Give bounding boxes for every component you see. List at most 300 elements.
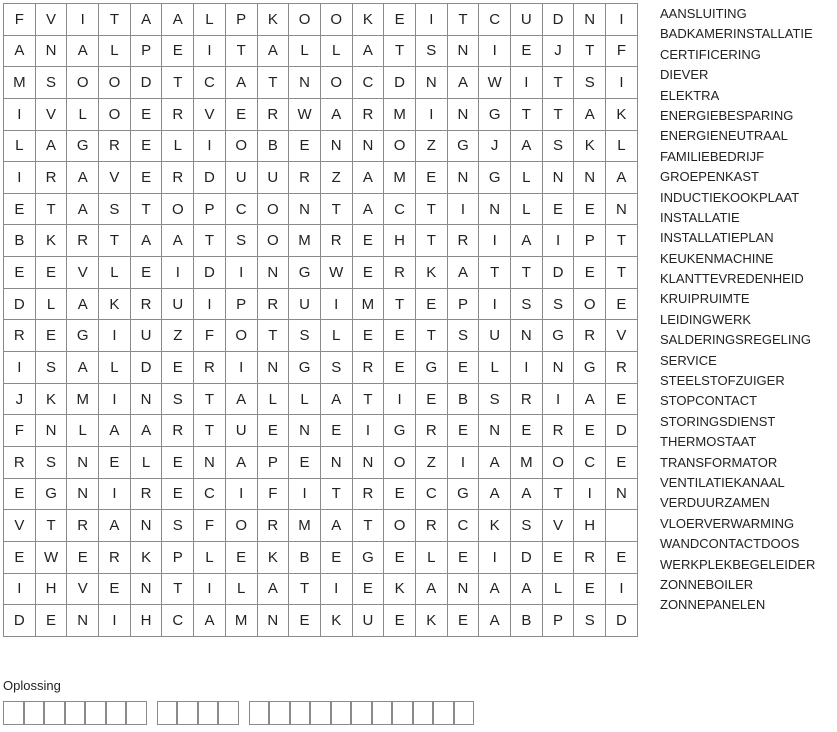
grid-cell[interactable]: E <box>448 352 480 384</box>
grid-cell[interactable]: V <box>194 99 226 131</box>
grid-cell[interactable]: I <box>416 99 448 131</box>
grid-cell[interactable]: M <box>226 605 258 637</box>
grid-cell[interactable]: N <box>479 415 511 447</box>
grid-cell[interactable]: F <box>4 415 36 447</box>
grid-cell[interactable]: T <box>162 67 194 99</box>
grid-cell[interactable]: K <box>36 225 68 257</box>
grid-cell[interactable]: S <box>574 605 606 637</box>
grid-cell[interactable]: R <box>289 162 321 194</box>
solution-letter-box[interactable] <box>218 701 239 725</box>
grid-cell[interactable]: E <box>448 542 480 574</box>
grid-cell[interactable]: E <box>543 194 575 226</box>
grid-cell[interactable]: Z <box>321 162 353 194</box>
grid-cell[interactable]: E <box>162 36 194 68</box>
grid-cell[interactable]: E <box>226 99 258 131</box>
grid-cell[interactable]: A <box>131 415 163 447</box>
grid-cell[interactable]: I <box>479 36 511 68</box>
grid-cell[interactable]: O <box>289 4 321 36</box>
grid-cell[interactable]: R <box>194 352 226 384</box>
solution-letter-box[interactable] <box>198 701 219 725</box>
grid-cell[interactable]: R <box>574 320 606 352</box>
grid-cell[interactable]: B <box>289 542 321 574</box>
grid-cell[interactable]: S <box>162 510 194 542</box>
grid-cell[interactable]: K <box>416 257 448 289</box>
grid-cell[interactable]: K <box>131 542 163 574</box>
grid-cell[interactable]: E <box>289 605 321 637</box>
grid-cell[interactable]: J <box>4 384 36 416</box>
grid-cell[interactable]: D <box>606 415 638 447</box>
grid-cell[interactable]: E <box>353 257 385 289</box>
grid-cell[interactable]: A <box>321 99 353 131</box>
grid-cell[interactable]: G <box>479 162 511 194</box>
grid-cell[interactable]: N <box>67 605 99 637</box>
grid-cell[interactable]: N <box>574 4 606 36</box>
grid-cell[interactable]: H <box>36 574 68 606</box>
grid-cell[interactable]: M <box>353 289 385 321</box>
grid-cell[interactable]: L <box>67 415 99 447</box>
solution-letter-box[interactable] <box>351 701 372 725</box>
grid-cell[interactable]: P <box>226 289 258 321</box>
grid-cell[interactable]: T <box>226 36 258 68</box>
grid-cell[interactable]: N <box>511 320 543 352</box>
grid-cell[interactable]: I <box>511 352 543 384</box>
grid-cell[interactable]: A <box>226 67 258 99</box>
grid-cell[interactable]: E <box>606 542 638 574</box>
grid-cell[interactable]: R <box>416 415 448 447</box>
grid-cell[interactable]: S <box>574 67 606 99</box>
grid-cell[interactable]: O <box>384 510 416 542</box>
grid-cell[interactable]: A <box>479 605 511 637</box>
grid-cell[interactable]: S <box>543 289 575 321</box>
grid-cell[interactable]: E <box>131 131 163 163</box>
grid-cell[interactable]: A <box>67 194 99 226</box>
grid-cell[interactable]: I <box>511 67 543 99</box>
grid-cell[interactable]: U <box>353 605 385 637</box>
grid-cell[interactable]: R <box>321 225 353 257</box>
grid-cell[interactable]: I <box>384 384 416 416</box>
grid-cell[interactable]: E <box>131 162 163 194</box>
grid-cell[interactable]: C <box>448 510 480 542</box>
grid-cell[interactable]: J <box>479 131 511 163</box>
grid-cell[interactable]: S <box>36 67 68 99</box>
grid-cell[interactable]: P <box>574 225 606 257</box>
grid-cell[interactable]: S <box>511 510 543 542</box>
grid-cell[interactable]: L <box>511 162 543 194</box>
grid-cell[interactable]: I <box>448 194 480 226</box>
grid-cell[interactable]: K <box>384 574 416 606</box>
grid-cell[interactable]: T <box>194 225 226 257</box>
grid-cell[interactable]: P <box>131 36 163 68</box>
grid-cell[interactable]: I <box>99 479 131 511</box>
grid-cell[interactable]: R <box>131 289 163 321</box>
grid-cell[interactable]: N <box>606 194 638 226</box>
solution-letter-box[interactable] <box>433 701 454 725</box>
grid-cell[interactable]: T <box>543 99 575 131</box>
grid-cell[interactable]: I <box>321 574 353 606</box>
solution-letter-box[interactable] <box>269 701 290 725</box>
solution-letter-box[interactable] <box>157 701 178 725</box>
grid-cell[interactable]: I <box>353 415 385 447</box>
grid-cell[interactable]: C <box>353 67 385 99</box>
grid-cell[interactable]: P <box>448 289 480 321</box>
grid-cell[interactable]: U <box>289 289 321 321</box>
grid-cell[interactable]: R <box>511 384 543 416</box>
grid-cell[interactable]: E <box>543 542 575 574</box>
grid-cell[interactable]: N <box>353 447 385 479</box>
grid-cell[interactable]: E <box>4 542 36 574</box>
grid-cell[interactable]: T <box>543 479 575 511</box>
grid-cell[interactable]: E <box>353 320 385 352</box>
grid-cell[interactable]: R <box>258 289 290 321</box>
grid-cell[interactable]: C <box>384 194 416 226</box>
solution-letter-box[interactable] <box>126 701 147 725</box>
solution-letter-box[interactable] <box>44 701 65 725</box>
grid-cell[interactable]: I <box>194 131 226 163</box>
grid-cell[interactable]: K <box>258 542 290 574</box>
grid-cell[interactable]: S <box>321 352 353 384</box>
grid-cell[interactable]: I <box>194 289 226 321</box>
grid-cell[interactable]: K <box>99 289 131 321</box>
grid-cell[interactable]: T <box>574 36 606 68</box>
grid-cell[interactable]: I <box>416 4 448 36</box>
grid-cell[interactable]: A <box>258 574 290 606</box>
grid-cell[interactable]: L <box>194 542 226 574</box>
grid-cell[interactable]: D <box>131 67 163 99</box>
grid-cell[interactable]: S <box>226 225 258 257</box>
grid-cell[interactable]: R <box>384 257 416 289</box>
grid-cell[interactable]: R <box>258 99 290 131</box>
grid-cell[interactable]: N <box>36 36 68 68</box>
grid-cell[interactable]: M <box>4 67 36 99</box>
grid-cell[interactable]: T <box>606 257 638 289</box>
grid-cell[interactable]: N <box>131 510 163 542</box>
grid-cell[interactable]: T <box>36 194 68 226</box>
grid-cell[interactable]: E <box>606 447 638 479</box>
grid-cell[interactable]: V <box>67 257 99 289</box>
grid-cell[interactable]: N <box>416 67 448 99</box>
grid-cell[interactable]: D <box>606 605 638 637</box>
grid-cell[interactable]: W <box>289 99 321 131</box>
grid-cell[interactable]: N <box>321 447 353 479</box>
grid-cell[interactable]: R <box>574 542 606 574</box>
grid-cell[interactable]: I <box>226 479 258 511</box>
grid-cell[interactable]: E <box>384 352 416 384</box>
grid-cell[interactable]: G <box>574 352 606 384</box>
grid-cell[interactable]: N <box>67 479 99 511</box>
grid-cell[interactable]: V <box>543 510 575 542</box>
solution-letter-box[interactable] <box>454 701 475 725</box>
grid-cell[interactable]: A <box>353 36 385 68</box>
grid-cell[interactable]: C <box>194 479 226 511</box>
grid-cell[interactable]: A <box>353 194 385 226</box>
grid-cell[interactable]: V <box>67 574 99 606</box>
grid-cell[interactable]: R <box>67 225 99 257</box>
grid-cell[interactable]: F <box>606 36 638 68</box>
grid-cell[interactable]: E <box>36 605 68 637</box>
grid-cell[interactable]: T <box>416 225 448 257</box>
grid-cell[interactable]: A <box>99 415 131 447</box>
grid-cell[interactable]: C <box>194 67 226 99</box>
grid-cell[interactable]: A <box>479 479 511 511</box>
grid-cell[interactable]: W <box>36 542 68 574</box>
grid-cell[interactable]: I <box>162 257 194 289</box>
grid-cell[interactable]: A <box>321 384 353 416</box>
grid-cell[interactable]: I <box>574 479 606 511</box>
grid-cell[interactable]: A <box>448 67 480 99</box>
grid-cell[interactable]: L <box>131 447 163 479</box>
grid-cell[interactable]: S <box>36 447 68 479</box>
solution-letter-box[interactable] <box>106 701 127 725</box>
grid-cell[interactable]: T <box>194 384 226 416</box>
grid-cell[interactable]: T <box>99 4 131 36</box>
grid-cell[interactable]: T <box>258 320 290 352</box>
solution-letter-box[interactable] <box>290 701 311 725</box>
grid-cell[interactable]: A <box>448 257 480 289</box>
grid-cell[interactable]: N <box>448 574 480 606</box>
grid-cell[interactable]: N <box>258 605 290 637</box>
solution-letter-box[interactable] <box>85 701 106 725</box>
grid-cell[interactable]: G <box>479 99 511 131</box>
grid-cell[interactable]: A <box>67 352 99 384</box>
grid-cell[interactable]: S <box>289 320 321 352</box>
grid-cell[interactable]: R <box>258 510 290 542</box>
grid-cell[interactable]: I <box>99 384 131 416</box>
grid-cell[interactable]: P <box>543 605 575 637</box>
grid-cell[interactable]: K <box>258 4 290 36</box>
grid-cell[interactable]: E <box>258 415 290 447</box>
grid-cell[interactable]: D <box>194 162 226 194</box>
grid-cell[interactable]: E <box>36 320 68 352</box>
grid-cell[interactable]: R <box>162 162 194 194</box>
grid-cell[interactable]: A <box>131 4 163 36</box>
grid-cell[interactable]: D <box>194 257 226 289</box>
grid-cell[interactable]: Z <box>416 447 448 479</box>
grid-cell[interactable]: T <box>416 194 448 226</box>
grid-cell[interactable]: T <box>321 194 353 226</box>
grid-cell[interactable]: I <box>606 574 638 606</box>
grid-cell[interactable]: D <box>4 289 36 321</box>
grid-cell[interactable]: C <box>574 447 606 479</box>
grid-cell[interactable]: K <box>606 99 638 131</box>
grid-cell[interactable]: V <box>36 4 68 36</box>
grid-cell[interactable]: A <box>511 225 543 257</box>
grid-cell[interactable]: K <box>574 131 606 163</box>
grid-cell[interactable]: L <box>162 131 194 163</box>
grid-cell[interactable]: N <box>606 479 638 511</box>
grid-cell[interactable]: B <box>511 605 543 637</box>
grid-cell[interactable]: M <box>67 384 99 416</box>
grid-cell[interactable]: S <box>543 131 575 163</box>
grid-cell[interactable]: H <box>574 510 606 542</box>
grid-cell[interactable]: S <box>162 384 194 416</box>
grid-cell[interactable]: T <box>606 225 638 257</box>
grid-cell[interactable]: R <box>36 162 68 194</box>
grid-cell[interactable]: G <box>448 479 480 511</box>
grid-cell[interactable]: I <box>4 162 36 194</box>
grid-cell[interactable]: N <box>258 257 290 289</box>
grid-cell[interactable]: R <box>448 225 480 257</box>
grid-cell[interactable]: T <box>511 99 543 131</box>
grid-cell[interactable]: O <box>226 510 258 542</box>
grid-cell[interactable]: E <box>353 574 385 606</box>
grid-cell[interactable]: I <box>99 320 131 352</box>
grid-cell[interactable]: G <box>289 257 321 289</box>
grid-cell[interactable]: I <box>67 4 99 36</box>
grid-cell[interactable]: L <box>67 99 99 131</box>
grid-cell[interactable]: Z <box>162 320 194 352</box>
grid-cell[interactable]: A <box>353 162 385 194</box>
grid-cell[interactable]: M <box>384 162 416 194</box>
grid-cell[interactable]: E <box>384 542 416 574</box>
grid-cell[interactable]: O <box>226 320 258 352</box>
grid-cell[interactable]: R <box>353 99 385 131</box>
grid-cell[interactable]: R <box>4 447 36 479</box>
grid-cell[interactable]: A <box>321 510 353 542</box>
grid-cell[interactable]: E <box>574 257 606 289</box>
grid-cell[interactable]: E <box>162 479 194 511</box>
grid-cell[interactable]: D <box>131 352 163 384</box>
grid-cell[interactable]: L <box>606 131 638 163</box>
grid-cell[interactable]: A <box>162 4 194 36</box>
grid-cell[interactable]: S <box>448 320 480 352</box>
grid-cell[interactable]: U <box>162 289 194 321</box>
grid-cell[interactable]: A <box>511 574 543 606</box>
grid-cell[interactable]: R <box>606 352 638 384</box>
grid-cell[interactable]: E <box>162 447 194 479</box>
grid-cell[interactable]: A <box>67 36 99 68</box>
grid-cell[interactable]: O <box>226 131 258 163</box>
grid-cell[interactable]: P <box>226 4 258 36</box>
grid-cell[interactable]: I <box>543 384 575 416</box>
grid-cell[interactable]: P <box>258 447 290 479</box>
grid-cell[interactable]: V <box>99 162 131 194</box>
grid-cell[interactable]: G <box>67 131 99 163</box>
grid-cell[interactable]: U <box>511 4 543 36</box>
grid-cell[interactable]: N <box>574 162 606 194</box>
grid-cell[interactable]: E <box>4 194 36 226</box>
grid-cell[interactable] <box>606 510 638 542</box>
grid-cell[interactable]: U <box>131 320 163 352</box>
grid-cell[interactable]: A <box>574 99 606 131</box>
solution-letter-box[interactable] <box>331 701 352 725</box>
grid-cell[interactable]: Z <box>416 131 448 163</box>
grid-cell[interactable]: A <box>511 479 543 511</box>
grid-cell[interactable]: L <box>289 36 321 68</box>
grid-cell[interactable]: N <box>321 131 353 163</box>
grid-cell[interactable]: T <box>321 479 353 511</box>
grid-cell[interactable]: G <box>384 415 416 447</box>
grid-cell[interactable]: L <box>99 36 131 68</box>
grid-cell[interactable]: R <box>353 479 385 511</box>
grid-cell[interactable]: E <box>448 605 480 637</box>
solution-letter-box[interactable] <box>3 701 24 725</box>
grid-cell[interactable]: T <box>353 384 385 416</box>
grid-cell[interactable]: T <box>36 510 68 542</box>
grid-cell[interactable]: K <box>321 605 353 637</box>
grid-cell[interactable]: E <box>4 257 36 289</box>
grid-cell[interactable]: S <box>479 384 511 416</box>
grid-cell[interactable]: N <box>289 194 321 226</box>
grid-cell[interactable]: T <box>99 225 131 257</box>
grid-cell[interactable]: E <box>448 415 480 447</box>
grid-cell[interactable]: L <box>226 574 258 606</box>
grid-cell[interactable]: E <box>131 257 163 289</box>
grid-cell[interactable]: O <box>321 4 353 36</box>
grid-cell[interactable]: G <box>448 131 480 163</box>
grid-cell[interactable]: N <box>289 415 321 447</box>
grid-cell[interactable]: I <box>606 67 638 99</box>
grid-cell[interactable]: A <box>574 384 606 416</box>
grid-cell[interactable]: E <box>4 479 36 511</box>
solution-letter-box[interactable] <box>177 701 198 725</box>
grid-cell[interactable]: E <box>574 574 606 606</box>
grid-cell[interactable]: M <box>511 447 543 479</box>
grid-cell[interactable]: L <box>321 320 353 352</box>
grid-cell[interactable]: R <box>162 99 194 131</box>
grid-cell[interactable]: I <box>4 99 36 131</box>
grid-cell[interactable]: T <box>384 36 416 68</box>
grid-cell[interactable]: T <box>479 257 511 289</box>
grid-cell[interactable]: N <box>543 162 575 194</box>
grid-cell[interactable]: O <box>574 289 606 321</box>
grid-cell[interactable]: N <box>448 162 480 194</box>
grid-cell[interactable]: A <box>131 225 163 257</box>
solution-letter-box[interactable] <box>24 701 45 725</box>
grid-cell[interactable]: T <box>162 574 194 606</box>
grid-cell[interactable]: T <box>353 510 385 542</box>
grid-cell[interactable]: I <box>99 605 131 637</box>
grid-cell[interactable]: E <box>606 289 638 321</box>
grid-cell[interactable]: L <box>511 194 543 226</box>
grid-cell[interactable]: I <box>4 352 36 384</box>
grid-cell[interactable]: A <box>606 162 638 194</box>
grid-cell[interactable]: K <box>416 605 448 637</box>
grid-cell[interactable]: E <box>606 384 638 416</box>
grid-cell[interactable]: G <box>289 352 321 384</box>
grid-cell[interactable]: D <box>4 605 36 637</box>
grid-cell[interactable]: M <box>384 99 416 131</box>
grid-cell[interactable]: T <box>448 4 480 36</box>
grid-cell[interactable]: S <box>416 36 448 68</box>
grid-cell[interactable]: I <box>321 289 353 321</box>
grid-cell[interactable]: E <box>289 447 321 479</box>
grid-cell[interactable]: E <box>99 447 131 479</box>
grid-cell[interactable]: P <box>162 542 194 574</box>
grid-cell[interactable]: G <box>543 320 575 352</box>
grid-cell[interactable]: N <box>353 131 385 163</box>
grid-cell[interactable]: A <box>479 447 511 479</box>
grid-cell[interactable]: N <box>194 447 226 479</box>
grid-cell[interactable]: O <box>99 67 131 99</box>
grid-cell[interactable]: M <box>289 510 321 542</box>
grid-cell[interactable]: E <box>353 225 385 257</box>
solution-letter-box[interactable] <box>392 701 413 725</box>
grid-cell[interactable]: E <box>99 574 131 606</box>
grid-cell[interactable]: A <box>162 225 194 257</box>
grid-cell[interactable]: G <box>36 479 68 511</box>
grid-cell[interactable]: E <box>67 542 99 574</box>
grid-cell[interactable]: T <box>511 257 543 289</box>
grid-cell[interactable]: L <box>4 131 36 163</box>
grid-cell[interactable]: U <box>226 162 258 194</box>
grid-cell[interactable]: S <box>36 352 68 384</box>
grid-cell[interactable]: B <box>448 384 480 416</box>
grid-cell[interactable]: O <box>543 447 575 479</box>
grid-cell[interactable]: O <box>321 67 353 99</box>
grid-cell[interactable]: E <box>416 384 448 416</box>
grid-cell[interactable]: N <box>67 447 99 479</box>
grid-cell[interactable]: R <box>67 510 99 542</box>
